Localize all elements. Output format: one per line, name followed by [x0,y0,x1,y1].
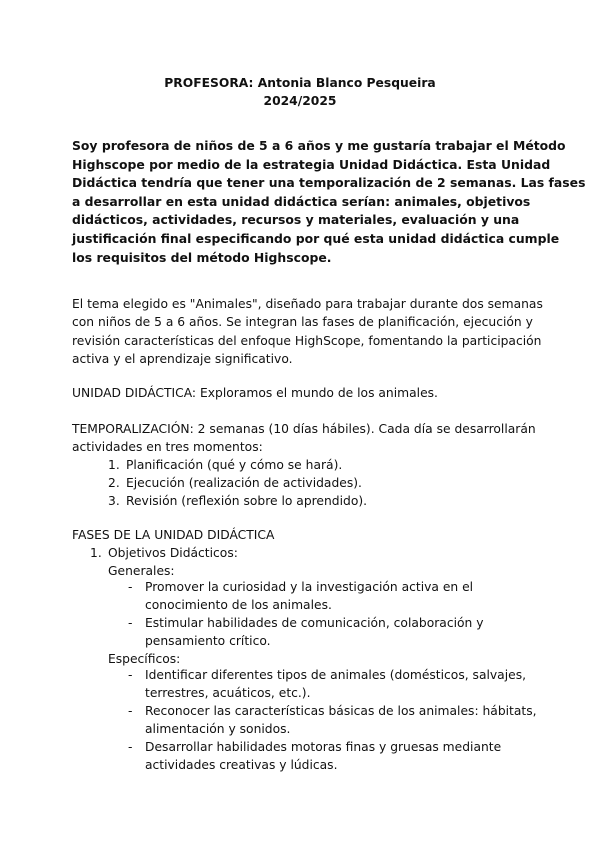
moment-text: Ejecución (realización de actividades). [126,476,362,490]
intro-line: justificación final especificando por qué esta unidad didáctica cumple [72,230,560,246]
bullet-dash: - [128,668,133,682]
specific-item-line: alimentación y sonidos. [145,722,291,736]
intro-line: Soy profesora de niños de 5 a 6 años y me gustaría trabajar el Método [72,138,566,153]
objectives-title: Objetivos Didácticos: [108,546,238,560]
theme-line: El tema elegido es "Animales", diseñado para trabajar durante dos semanas [72,297,543,311]
general-item-line: conocimiento de los animales. [145,598,332,612]
moment-number: 2. [108,476,120,490]
teacher-heading: PROFESORA: Antonia Blanco Pesqueira [164,76,436,90]
general-item-line: Estimular habilidades de comunicación, colaboración y [145,616,484,630]
moment-number: 3. [108,494,120,508]
intro-line: Didáctica tendría que tener una temporalización de 2 semanas. Las fases [72,175,586,191]
bullet-dash: - [128,704,133,718]
bullet-dash: - [128,740,133,754]
specific-label: Específicos: [108,652,181,666]
moment-text: Planificación (qué y cómo se hará). [126,458,343,472]
specific-item-line: actividades creativas y lúdicas. [145,758,338,772]
intro-line: los requisitos del método Highscope. [72,249,332,265]
theme-line: revisión características del enfoque HighScope, fomentando la participación [72,333,542,348]
moment-item [108,456,342,474]
general-item-line: Promover la curiosidad y la investigación activa en el [145,580,474,594]
bullet-dash: - [128,580,133,594]
temporalization-paragraph [72,420,552,457]
general-item-line: pensamiento crítico. [145,634,271,648]
unit-title: UNIDAD DIDÁCTICA: Exploramos el mundo de los animales. [72,386,438,400]
moment-number: 1. [108,458,120,472]
temporalization-line: actividades en tres momentos: [72,440,263,455]
general-label: Generales: [108,564,175,578]
moment-item [108,492,367,510]
theme-line: activa y el aprendizaje significativo. [72,351,293,366]
intro-paragraph [72,137,586,267]
bullet-dash: - [128,616,133,630]
theme-paragraph [72,295,552,368]
moment-item [108,474,362,492]
specific-item-line: Desarrollar habilidades motoras finas y gruesas mediante [145,740,502,754]
phases-title: FASES DE LA UNIDAD DIDÁCTICA [72,528,275,542]
intro-line: Highscope por medio de la estrategia Unidad Didáctica. Esta Unidad [72,156,551,172]
intro-line: didácticos, actividades, recursos y materiales, evaluación y una [72,212,520,228]
specific-item-line: terrestres, acuáticos, etc.). [145,686,311,700]
specific-item-line: Identificar diferentes tipos de animales (domésticos, salvajes, [145,668,527,682]
theme-line: con niños de 5 a 6 años. Se integran las fases de planificación, ejecución y [72,315,533,330]
intro-line: a desarrollar en esta unidad didáctica serían: animales, objetivos [72,193,531,209]
objectives-heading [90,544,238,562]
objectives-number: 1. [90,546,102,560]
specific-item-line: Reconocer las características básicas de los animales: hábitats, [145,704,537,718]
moment-text: Revisión (reflexión sobre lo aprendido). [126,494,368,508]
temporalization-line: TEMPORALIZACIÓN: 2 semanas (10 días hábiles). Cada día se desarrollarán [72,422,536,436]
school-year-heading: 2024/2025 [263,94,337,108]
